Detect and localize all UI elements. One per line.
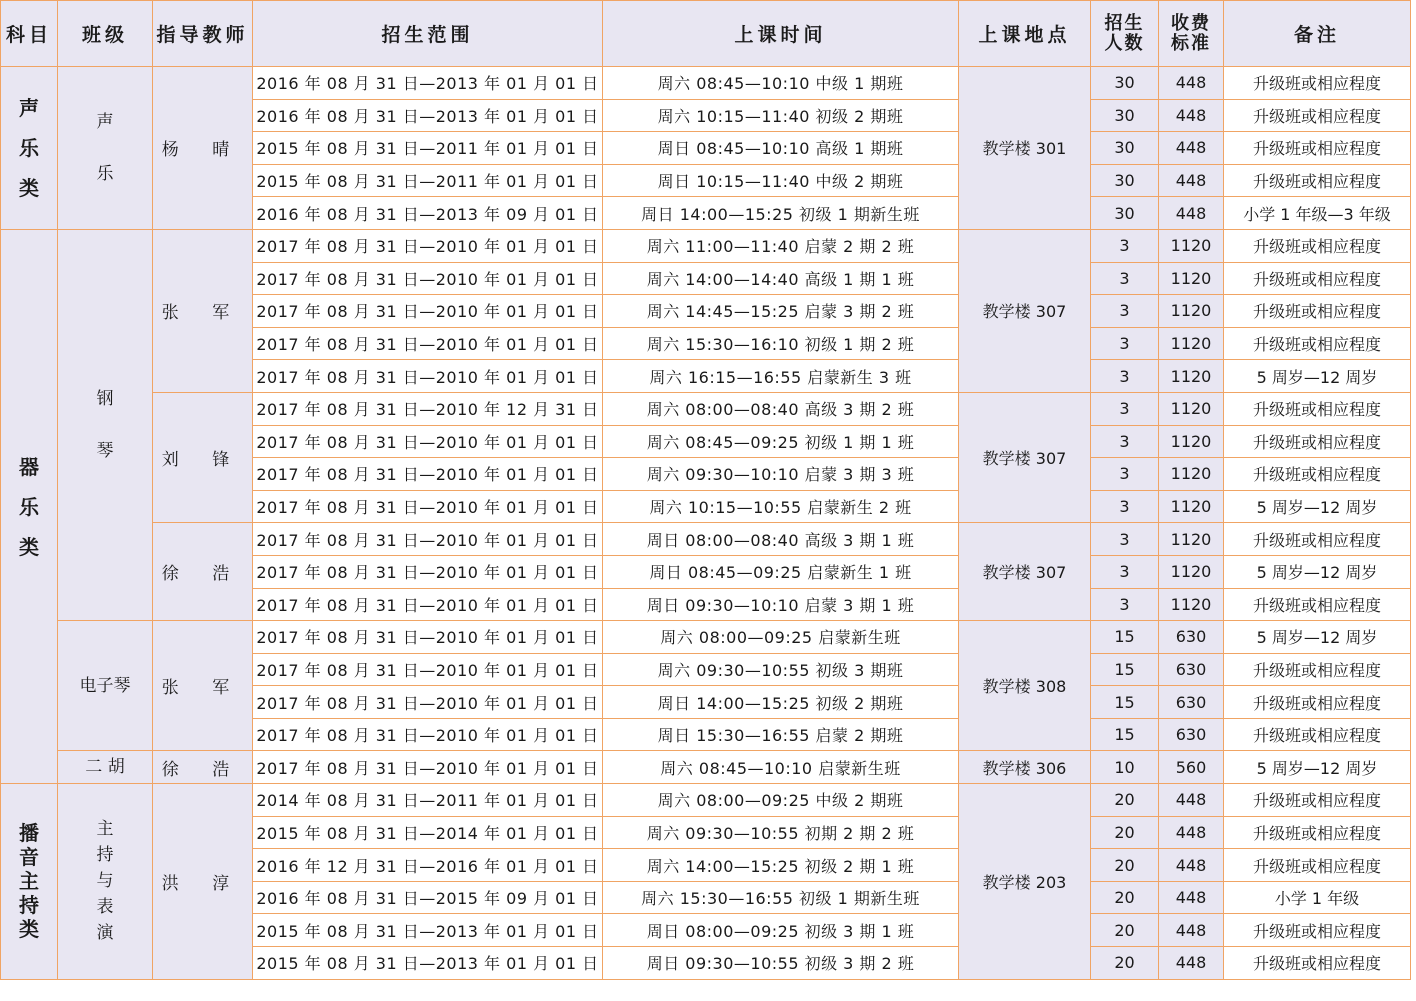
note-cell: 5 周岁—12 周岁 [1224, 555, 1411, 588]
fee-cell: 1120 [1159, 425, 1224, 458]
fee-cell: 448 [1159, 784, 1224, 817]
note-cell: 升级班或相应程度 [1224, 523, 1411, 556]
range-cell: 2016 年 08 月 31 日—2013 年 09 月 01 日 [253, 197, 603, 230]
fee-cell: 448 [1159, 99, 1224, 132]
time-cell: 周日 08:00—08:40 高级 3 期 1 班 [603, 523, 959, 556]
table-row [1, 392, 1411, 425]
header-teacher: 指导教师 [153, 1, 253, 67]
note-cell: 5 周岁—12 周岁 [1224, 621, 1411, 654]
time-cell: 周六 08:45—09:25 初级 1 期 1 班 [603, 425, 959, 458]
header-quota [1091, 1, 1159, 67]
note-cell: 升级班或相应程度 [1224, 327, 1411, 360]
fee-cell: 630 [1159, 686, 1224, 719]
time-cell: 周六 08:00—08:40 高级 3 期 2 班 [603, 392, 959, 425]
class-label: 声乐 [96, 111, 114, 184]
subject-label: 播音主持类 [19, 821, 39, 942]
range-cell: 2017 年 08 月 31 日—2010 年 01 月 01 日 [253, 686, 603, 719]
note-cell: 升级班或相应程度 [1224, 295, 1411, 328]
quota-cell: 30 [1091, 99, 1159, 132]
time-cell: 周六 10:15—10:55 启蒙新生 2 班 [603, 490, 959, 523]
note-cell: 升级班或相应程度 [1224, 588, 1411, 621]
teacher-cell: 杨 晴 [153, 67, 253, 230]
header-row [1, 1, 1411, 67]
quota-cell: 3 [1091, 490, 1159, 523]
header-class: 班级 [58, 1, 153, 67]
range-cell: 2015 年 08 月 31 日—2011 年 01 月 01 日 [253, 132, 603, 165]
fee-cell: 1120 [1159, 295, 1224, 328]
table-row [1, 621, 1411, 654]
range-cell: 2017 年 08 月 31 日—2010 年 01 月 01 日 [253, 751, 603, 784]
header-fee [1159, 1, 1224, 67]
note-cell: 5 周岁—12 周岁 [1224, 490, 1411, 523]
fee-cell: 1120 [1159, 392, 1224, 425]
quota-cell: 3 [1091, 262, 1159, 295]
quota-cell: 15 [1091, 686, 1159, 719]
time-cell: 周六 15:30—16:10 初级 1 期 2 班 [603, 327, 959, 360]
header-fee-line1: 收费 [1171, 12, 1211, 34]
quota-cell: 3 [1091, 588, 1159, 621]
time-cell: 周日 09:30—10:10 启蒙 3 期 1 班 [603, 588, 959, 621]
header-range: 招生范围 [253, 1, 603, 67]
note-cell: 升级班或相应程度 [1224, 67, 1411, 100]
quota-cell: 20 [1091, 784, 1159, 817]
range-cell: 2017 年 08 月 31 日—2010 年 01 月 01 日 [253, 327, 603, 360]
quota-cell: 3 [1091, 458, 1159, 491]
note-cell: 5 周岁—12 周岁 [1224, 360, 1411, 393]
quota-cell: 30 [1091, 67, 1159, 100]
note-cell: 升级班或相应程度 [1224, 849, 1411, 882]
range-cell: 2015 年 08 月 31 日—2011 年 01 月 01 日 [253, 164, 603, 197]
fee-cell: 1120 [1159, 327, 1224, 360]
teacher-cell: 刘 锋 [153, 392, 253, 522]
fee-cell: 560 [1159, 751, 1224, 784]
range-cell: 2016 年 08 月 31 日—2013 年 01 月 01 日 [253, 99, 603, 132]
quota-cell: 3 [1091, 295, 1159, 328]
header-time: 上课时间 [603, 1, 959, 67]
fee-cell: 630 [1159, 621, 1224, 654]
range-cell: 2017 年 08 月 31 日—2010 年 01 月 01 日 [253, 360, 603, 393]
note-cell: 升级班或相应程度 [1224, 784, 1411, 817]
room-cell: 教学楼 203 [959, 784, 1091, 980]
quota-cell: 30 [1091, 132, 1159, 165]
subject-cell [1, 229, 58, 783]
fee-cell: 1120 [1159, 262, 1224, 295]
time-cell: 周日 08:00—09:25 初级 3 期 1 班 [603, 914, 959, 947]
class-cell [58, 229, 153, 620]
fee-cell: 448 [1159, 67, 1224, 100]
header-fee-line2: 标准 [1171, 32, 1211, 54]
quota-cell: 3 [1091, 229, 1159, 262]
time-cell: 周六 14:00—15:25 初级 2 期 1 班 [603, 849, 959, 882]
note-cell: 升级班或相应程度 [1224, 686, 1411, 719]
fee-cell: 1120 [1159, 229, 1224, 262]
quota-cell: 20 [1091, 849, 1159, 882]
range-cell: 2017 年 08 月 31 日—2010 年 01 月 01 日 [253, 458, 603, 491]
time-cell: 周六 11:00—11:40 启蒙 2 期 2 班 [603, 229, 959, 262]
time-cell: 周六 14:45—15:25 启蒙 3 期 2 班 [603, 295, 959, 328]
note-cell: 升级班或相应程度 [1224, 458, 1411, 491]
time-cell: 周日 08:45—10:10 高级 1 期班 [603, 132, 959, 165]
quota-cell: 10 [1091, 751, 1159, 784]
time-cell: 周日 10:15—11:40 中级 2 期班 [603, 164, 959, 197]
note-cell: 升级班或相应程度 [1224, 947, 1411, 980]
note-cell: 升级班或相应程度 [1224, 229, 1411, 262]
time-cell: 周日 14:00—15:25 初级 1 期新生班 [603, 197, 959, 230]
room-cell: 教学楼 307 [959, 229, 1091, 392]
quota-cell: 20 [1091, 947, 1159, 980]
fee-cell: 448 [1159, 849, 1224, 882]
range-cell: 2016 年 08 月 31 日—2015 年 09 月 01 日 [253, 881, 603, 914]
range-cell: 2016 年 12 月 31 日—2016 年 01 月 01 日 [253, 849, 603, 882]
teacher-cell: 张 军 [153, 621, 253, 751]
time-cell: 周六 09:30—10:55 初期 2 期 2 班 [603, 816, 959, 849]
subject-label: 声乐类 [19, 95, 39, 200]
fee-cell: 448 [1159, 947, 1224, 980]
fee-cell: 1120 [1159, 458, 1224, 491]
range-cell: 2017 年 08 月 31 日—2010 年 01 月 01 日 [253, 262, 603, 295]
time-cell: 周六 08:00—09:25 启蒙新生班 [603, 621, 959, 654]
subject-cell [1, 784, 58, 980]
room-cell: 教学楼 307 [959, 523, 1091, 621]
time-cell: 周六 14:00—14:40 高级 1 期 1 班 [603, 262, 959, 295]
teacher-cell: 徐 浩 [153, 523, 253, 621]
time-cell: 周六 08:00—09:25 中级 2 期班 [603, 784, 959, 817]
note-cell: 小学 1 年级 [1224, 881, 1411, 914]
quota-cell: 3 [1091, 523, 1159, 556]
range-cell: 2017 年 08 月 31 日—2010 年 01 月 01 日 [253, 490, 603, 523]
class-cell [58, 67, 153, 230]
table-row [1, 67, 1411, 100]
quota-cell: 3 [1091, 425, 1159, 458]
quota-cell: 3 [1091, 555, 1159, 588]
range-cell: 2015 年 08 月 31 日—2014 年 01 月 01 日 [253, 816, 603, 849]
time-cell: 周六 10:15—11:40 初级 2 期班 [603, 99, 959, 132]
header-room: 上课地点 [959, 1, 1091, 67]
room-cell: 教学楼 308 [959, 621, 1091, 751]
class-label: 主持与表演 [96, 819, 114, 944]
time-cell: 周六 09:30—10:10 启蒙 3 期 3 班 [603, 458, 959, 491]
fee-cell: 448 [1159, 164, 1224, 197]
range-cell: 2017 年 08 月 31 日—2010 年 01 月 01 日 [253, 718, 603, 751]
note-cell: 升级班或相应程度 [1224, 262, 1411, 295]
fee-cell: 1120 [1159, 490, 1224, 523]
fee-cell: 630 [1159, 653, 1224, 686]
quota-cell: 15 [1091, 621, 1159, 654]
room-cell: 教学楼 301 [959, 67, 1091, 230]
table-row [1, 751, 1411, 784]
quota-cell: 30 [1091, 197, 1159, 230]
teacher-cell: 徐 浩 [153, 751, 253, 784]
room-cell: 教学楼 306 [959, 751, 1091, 784]
note-cell: 升级班或相应程度 [1224, 99, 1411, 132]
time-cell: 周六 08:45—10:10 中级 1 期班 [603, 67, 959, 100]
note-cell: 升级班或相应程度 [1224, 132, 1411, 165]
class-cell [58, 784, 153, 980]
header-quota-line2: 人数 [1104, 32, 1145, 54]
header-note: 备注 [1224, 1, 1411, 67]
header-subject: 科目 [1, 1, 58, 67]
note-cell: 升级班或相应程度 [1224, 653, 1411, 686]
note-cell: 升级班或相应程度 [1224, 914, 1411, 947]
table-row [1, 523, 1411, 556]
range-cell: 2017 年 08 月 31 日—2010 年 12 月 31 日 [253, 392, 603, 425]
quota-cell: 15 [1091, 653, 1159, 686]
time-cell: 周日 15:30—16:55 启蒙 2 期班 [603, 718, 959, 751]
fee-cell: 448 [1159, 881, 1224, 914]
quota-cell: 15 [1091, 718, 1159, 751]
range-cell: 2016 年 08 月 31 日—2013 年 01 月 01 日 [253, 67, 603, 100]
subject-label: 器乐类 [19, 454, 39, 559]
range-cell: 2015 年 08 月 31 日—2013 年 01 月 01 日 [253, 947, 603, 980]
fee-cell: 1120 [1159, 523, 1224, 556]
quota-cell: 20 [1091, 881, 1159, 914]
fee-cell: 448 [1159, 132, 1224, 165]
quota-cell: 3 [1091, 327, 1159, 360]
table-row [1, 229, 1411, 262]
subject-cell [1, 67, 58, 230]
fee-cell: 448 [1159, 816, 1224, 849]
quota-cell: 3 [1091, 360, 1159, 393]
range-cell: 2017 年 08 月 31 日—2010 年 01 月 01 日 [253, 555, 603, 588]
class-label: 钢琴 [96, 389, 114, 462]
note-cell: 升级班或相应程度 [1224, 425, 1411, 458]
fee-cell: 1120 [1159, 555, 1224, 588]
note-cell: 升级班或相应程度 [1224, 392, 1411, 425]
fee-cell: 448 [1159, 914, 1224, 947]
time-cell: 周日 09:30—10:55 初级 3 期 2 班 [603, 947, 959, 980]
range-cell: 2014 年 08 月 31 日—2011 年 01 月 01 日 [253, 784, 603, 817]
time-cell: 周六 09:30—10:55 初级 3 期班 [603, 653, 959, 686]
quota-cell: 3 [1091, 392, 1159, 425]
range-cell: 2017 年 08 月 31 日—2010 年 01 月 01 日 [253, 229, 603, 262]
fee-cell: 1120 [1159, 360, 1224, 393]
range-cell: 2015 年 08 月 31 日—2013 年 01 月 01 日 [253, 914, 603, 947]
time-cell: 周六 16:15—16:55 启蒙新生 3 班 [603, 360, 959, 393]
range-cell: 2017 年 08 月 31 日—2010 年 01 月 01 日 [253, 425, 603, 458]
teacher-cell: 洪 淳 [153, 784, 253, 980]
time-cell: 周日 14:00—15:25 初级 2 期班 [603, 686, 959, 719]
time-cell: 周六 15:30—16:55 初级 1 期新生班 [603, 881, 959, 914]
teacher-cell: 张 军 [153, 229, 253, 392]
note-cell: 升级班或相应程度 [1224, 164, 1411, 197]
time-cell: 周日 08:45—09:25 启蒙新生 1 班 [603, 555, 959, 588]
time-cell: 周六 08:45—10:10 启蒙新生班 [603, 751, 959, 784]
range-cell: 2017 年 08 月 31 日—2010 年 01 月 01 日 [253, 588, 603, 621]
range-cell: 2017 年 08 月 31 日—2010 年 01 月 01 日 [253, 653, 603, 686]
note-cell: 升级班或相应程度 [1224, 816, 1411, 849]
class-cell: 电子琴 [58, 621, 153, 751]
quota-cell: 20 [1091, 816, 1159, 849]
fee-cell: 1120 [1159, 588, 1224, 621]
note-cell: 小学 1 年级—3 年级 [1224, 197, 1411, 230]
class-cell: 二 胡 [58, 751, 153, 784]
range-cell: 2017 年 08 月 31 日—2010 年 01 月 01 日 [253, 621, 603, 654]
range-cell: 2017 年 08 月 31 日—2010 年 01 月 01 日 [253, 523, 603, 556]
quota-cell: 30 [1091, 164, 1159, 197]
room-cell: 教学楼 307 [959, 392, 1091, 522]
range-cell: 2017 年 08 月 31 日—2010 年 01 月 01 日 [253, 295, 603, 328]
note-cell: 5 周岁—12 周岁 [1224, 751, 1411, 784]
fee-cell: 630 [1159, 718, 1224, 751]
header-quota-line1: 招生 [1104, 12, 1145, 34]
table-row [1, 784, 1411, 817]
note-cell: 升级班或相应程度 [1224, 718, 1411, 751]
fee-cell: 448 [1159, 197, 1224, 230]
quota-cell: 20 [1091, 914, 1159, 947]
